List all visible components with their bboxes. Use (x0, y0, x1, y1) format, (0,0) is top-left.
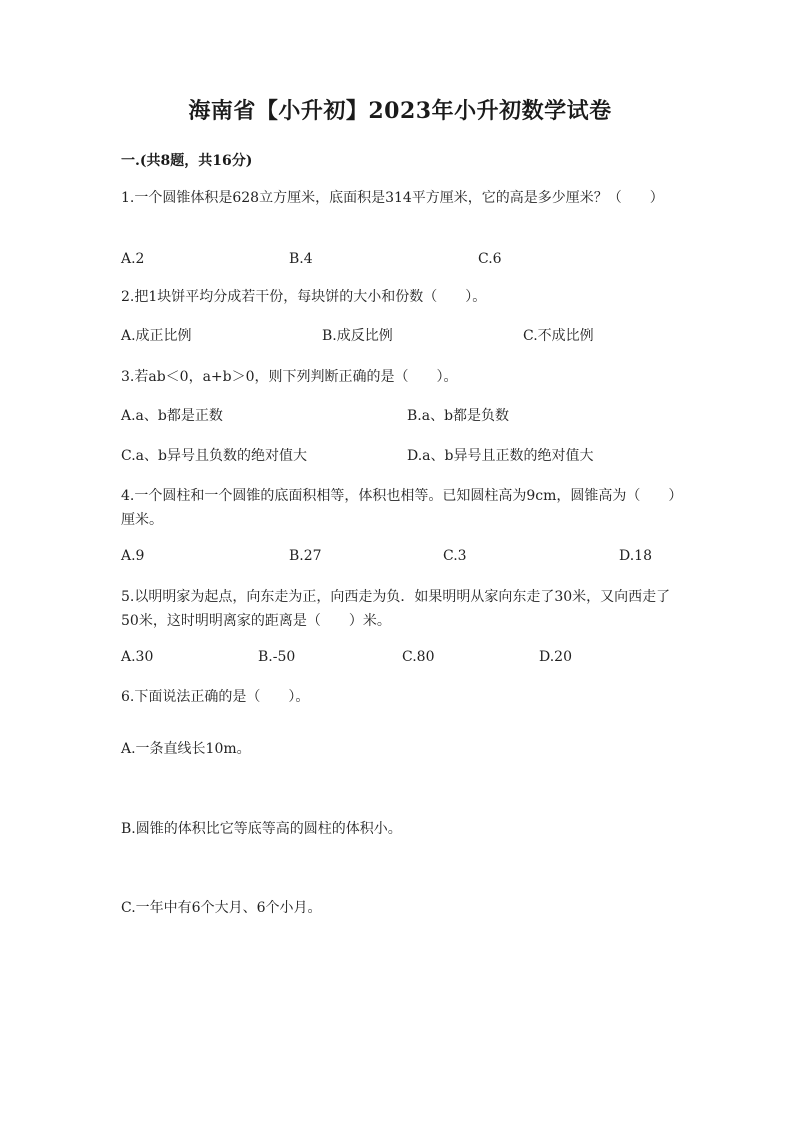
question-1-option-c[interactable]: C.6 (478, 251, 502, 267)
question-2-option-c[interactable]: C.不成比例 (523, 328, 594, 344)
question-3-option-d[interactable]: D.a、b异号且正数的绝对值大 (407, 448, 594, 464)
question-1-option-a[interactable]: A.2 (121, 251, 145, 267)
question-2-option-a[interactable]: A.成正比例 (121, 328, 192, 344)
question-4-option-d[interactable]: D.18 (619, 548, 652, 564)
question-3-option-c[interactable]: C.a、b异号且负数的绝对值大 (121, 448, 307, 464)
question-3-option-b[interactable]: B.a、b都是负数 (407, 408, 510, 424)
question-3-stem: 3.若ab＜0，a+b＞0，则下列判断正确的是（ ）。 (121, 369, 458, 385)
question-6-option-a[interactable]: A.一条直线长10m。 (121, 741, 251, 757)
question-1-stem: 1.一个圆锥体积是628立方厘米，底面积是314平方厘米，它的高是多少厘米？（ ） (121, 190, 664, 206)
question-4-option-a[interactable]: A.9 (121, 548, 145, 564)
question-3-option-a[interactable]: A.a、b都是正数 (121, 408, 223, 424)
question-4-option-c[interactable]: C.3 (443, 548, 467, 564)
question-1-option-b[interactable]: B.4 (289, 251, 313, 267)
question-5-stem: 5.以明明家为起点，向东走为正，向西走为负．如果明明从家向东走了30米，又向西走了50米，这时明明离家的距离是（ ）米。 (121, 589, 671, 629)
exam-title: 海南省【小升初】2023年小升初数学试卷 (188, 98, 612, 124)
question-5-option-b[interactable]: B.-50 (258, 649, 296, 665)
question-5-option-a[interactable]: A.30 (121, 649, 154, 665)
question-4-option-b[interactable]: B.27 (289, 548, 322, 564)
question-5-option-d[interactable]: D.20 (539, 649, 572, 665)
question-6-option-c[interactable]: C.一年中有6个大月、6个小月。 (121, 900, 322, 916)
question-6-option-b[interactable]: B.圆锥的体积比它等底等高的圆柱的体积小。 (121, 821, 402, 837)
question-2-stem: 2.把1块饼平均分成若干份，每块饼的大小和份数（ ）。 (121, 289, 487, 305)
question-4-stem: 4.一个圆柱和一个圆锥的底面积相等，体积也相等。已知圆柱高为9cm，圆锥高为（ ）厘米。 (121, 488, 683, 528)
section-heading: 一.(共8题，共16分) (121, 153, 253, 169)
question-5-option-c[interactable]: C.80 (402, 649, 435, 665)
question-6-stem: 6.下面说法正确的是（ ）。 (121, 689, 310, 705)
question-2-option-b[interactable]: B.成反比例 (322, 328, 393, 344)
